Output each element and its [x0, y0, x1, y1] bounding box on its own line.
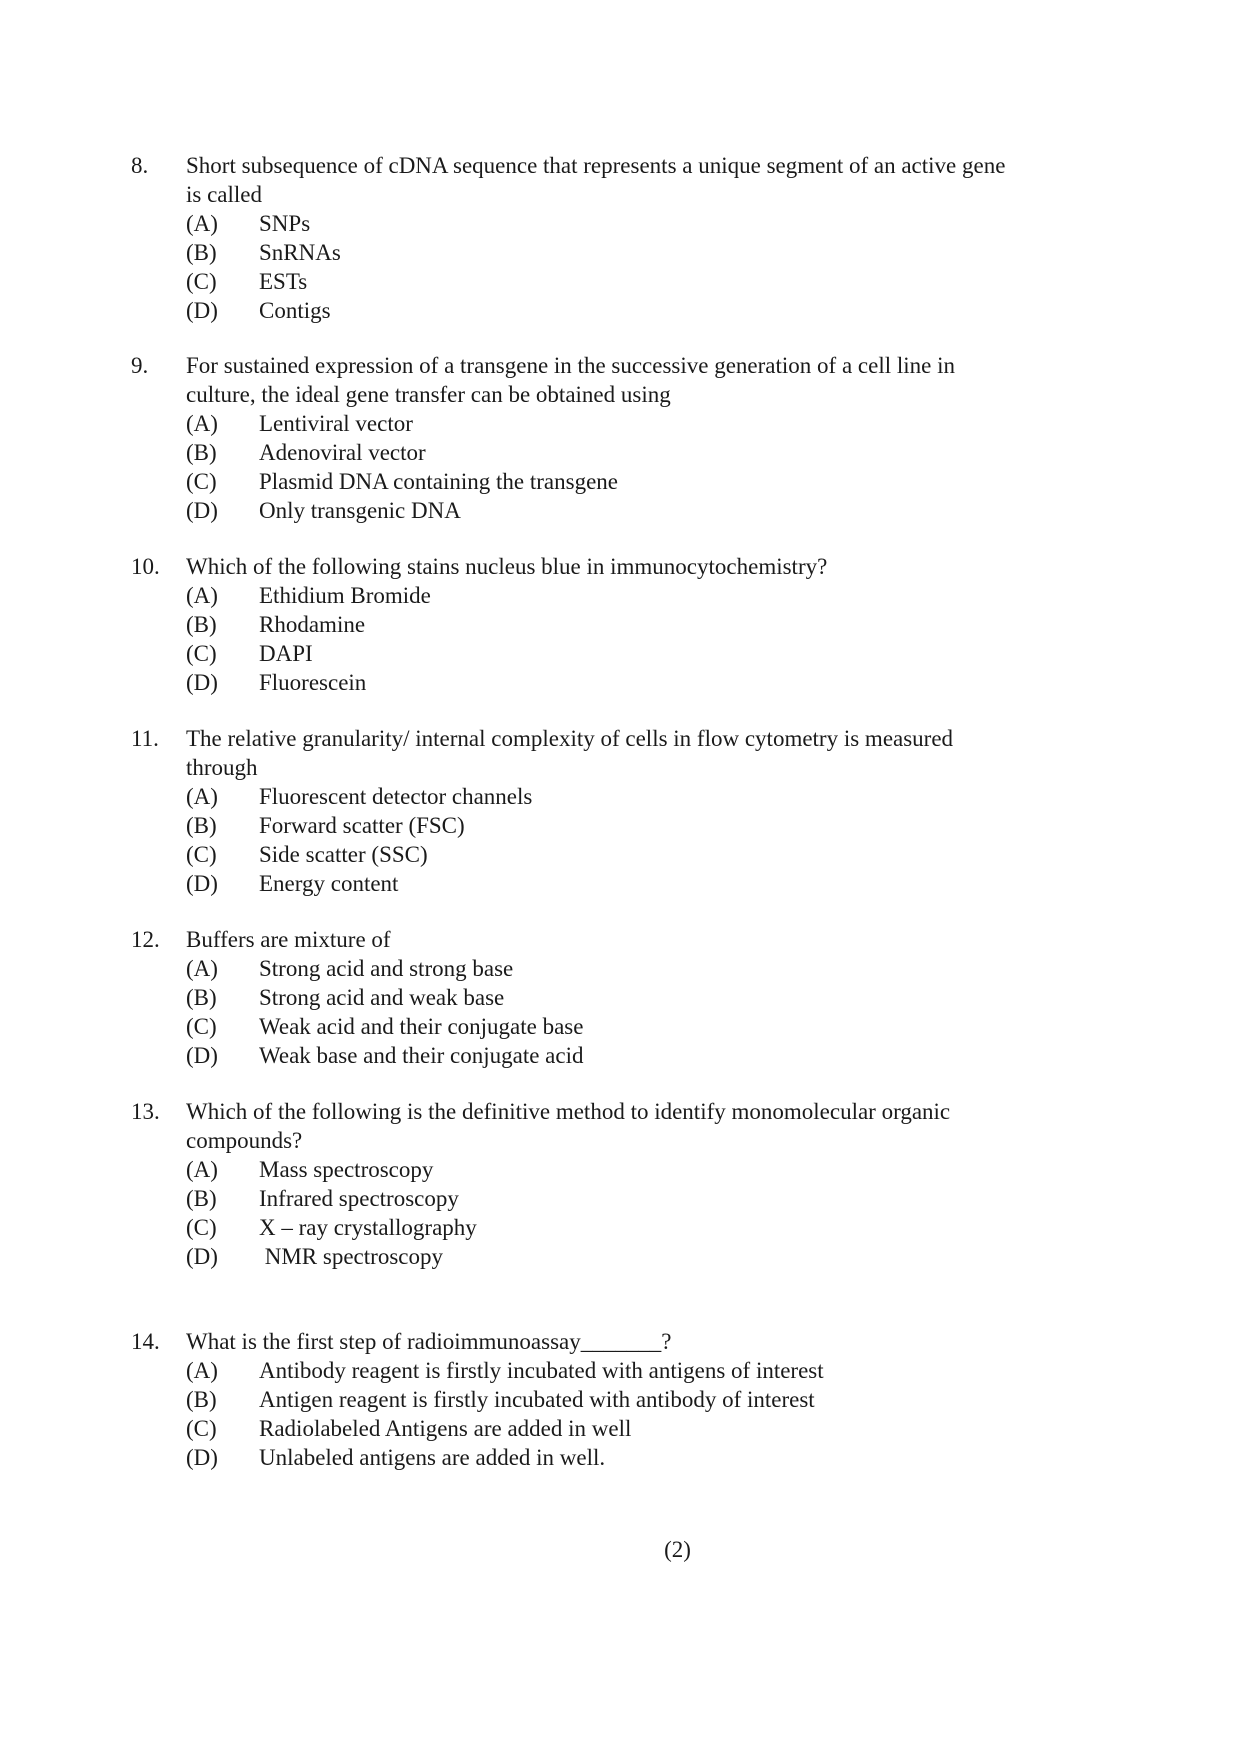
question-text-line: compounds? [186, 1128, 303, 1153]
option-d [186, 296, 1091, 325]
question-number: 14. [131, 1329, 160, 1354]
option-d [186, 1242, 1091, 1271]
option-a [186, 782, 1091, 811]
option-text: Unlabeled antigens are added in well. [259, 1445, 606, 1470]
option-letter: (C) [186, 1215, 217, 1240]
question-number: 9. [131, 353, 149, 378]
option-text: Contigs [259, 298, 331, 323]
option-text: Mass spectroscopy [259, 1157, 434, 1182]
options-list [131, 1155, 1091, 1271]
option-d [186, 668, 1091, 697]
option-a [186, 954, 1091, 983]
question-number: 8. [131, 153, 149, 178]
question-9 [131, 351, 1091, 525]
option-text: Side scatter (SSC) [259, 842, 428, 867]
option-letter: (A) [186, 956, 218, 981]
option-letter: (D) [186, 498, 218, 523]
option-text: Energy content [259, 871, 399, 896]
option-b [186, 811, 1091, 840]
option-text: Antibody reagent is firstly incubated with antigens of interest [259, 1358, 824, 1383]
option-letter: (B) [186, 813, 217, 838]
option-c [186, 1213, 1091, 1242]
question-11 [131, 724, 1091, 898]
option-text: Fluorescein [259, 670, 367, 695]
option-letter: (D) [186, 670, 218, 695]
option-text: Ethidium Bromide [259, 583, 431, 608]
options-list [131, 954, 1091, 1070]
option-text: ESTs [259, 269, 308, 294]
question-text-line: Which of the following stains nucleus blue in immunocytochemistry? [186, 554, 828, 579]
question-text-line: Short subsequence of cDNA sequence that represents a unique segment of an active gene [186, 153, 1006, 178]
option-text: Infrared spectroscopy [259, 1186, 459, 1211]
option-text: Fluorescent detector channels [259, 784, 533, 809]
question-stem [131, 1097, 1091, 1155]
option-letter: (B) [186, 612, 217, 637]
option-c [186, 1414, 1091, 1443]
option-text: Lentiviral vector [259, 411, 413, 436]
question-text-line: Which of the following is the definitive method to identify monomolecular organic [186, 1099, 951, 1124]
option-a [186, 1155, 1091, 1184]
option-letter: (C) [186, 269, 217, 294]
options-list [131, 209, 1091, 325]
option-letter: (C) [186, 842, 217, 867]
option-letter: (A) [186, 1157, 218, 1182]
option-letter: (C) [186, 1014, 217, 1039]
option-text: SNPs [259, 211, 311, 236]
question-text-line: is called [186, 182, 262, 207]
option-text: Adenoviral vector [259, 440, 426, 465]
option-text: SnRNAs [259, 240, 341, 265]
option-d [186, 1041, 1091, 1070]
option-b [186, 438, 1091, 467]
question-number: 10. [131, 554, 160, 579]
question-8 [131, 151, 1091, 325]
option-letter: (D) [186, 1244, 218, 1269]
option-text: Weak acid and their conjugate base [259, 1014, 584, 1039]
option-letter: (D) [186, 871, 218, 896]
option-text: DAPI [259, 641, 313, 666]
question-text-line: Buffers are mixture of [186, 927, 391, 952]
option-b [186, 238, 1091, 267]
question-number: 11. [131, 726, 159, 751]
option-b [186, 1385, 1091, 1414]
question-stem [131, 925, 1091, 954]
option-letter: (A) [186, 411, 218, 436]
option-letter: (B) [186, 1387, 217, 1412]
option-b [186, 983, 1091, 1012]
question-number: 12. [131, 927, 160, 952]
option-letter: (D) [186, 298, 218, 323]
option-text: Strong acid and weak base [259, 985, 505, 1010]
option-a [186, 581, 1091, 610]
option-letter: (B) [186, 440, 217, 465]
option-text: Strong acid and strong base [259, 956, 514, 981]
question-13 [131, 1097, 1091, 1271]
option-letter: (A) [186, 583, 218, 608]
option-d [186, 1443, 1091, 1472]
option-text: NMR spectroscopy [259, 1244, 443, 1269]
option-c [186, 1012, 1091, 1041]
options-list [131, 782, 1091, 898]
option-text: X – ray crystallography [259, 1215, 477, 1240]
option-letter: (A) [186, 211, 218, 236]
options-list [131, 1356, 1091, 1472]
option-text: Only transgenic DNA [259, 498, 461, 523]
page-number: (2) [664, 1537, 691, 1562]
option-b [186, 610, 1091, 639]
option-a [186, 209, 1091, 238]
question-text-line: culture, the ideal gene transfer can be obtained using [186, 382, 671, 407]
question-number: 13. [131, 1099, 160, 1124]
option-d [186, 496, 1091, 525]
question-10 [131, 552, 1091, 697]
option-letter: (C) [186, 469, 217, 494]
option-letter: (D) [186, 1445, 218, 1470]
question-text-line: What is the first step of radioimmunoassay_______? [186, 1329, 672, 1354]
option-text: Antigen reagent is firstly incubated with antibody of interest [259, 1387, 815, 1412]
options-list [131, 409, 1091, 525]
option-c [186, 639, 1091, 668]
question-12 [131, 925, 1091, 1070]
option-a [186, 409, 1091, 438]
question-stem [131, 1327, 1091, 1356]
option-d [186, 869, 1091, 898]
option-letter: (C) [186, 641, 217, 666]
option-b [186, 1184, 1091, 1213]
option-letter: (B) [186, 985, 217, 1010]
option-letter: (A) [186, 784, 218, 809]
option-letter: (B) [186, 240, 217, 265]
options-list [131, 581, 1091, 697]
option-letter: (B) [186, 1186, 217, 1211]
question-text-line: The relative granularity/ internal complexity of cells in flow cytometry is measured [186, 726, 954, 751]
question-stem [131, 552, 1091, 581]
question-text-line: through [186, 755, 258, 780]
option-text: Weak base and their conjugate acid [259, 1043, 584, 1068]
option-text: Rhodamine [259, 612, 366, 637]
option-text: Radiolabeled Antigens are added in well [259, 1416, 632, 1441]
option-c [186, 467, 1091, 496]
question-text-line: For sustained expression of a transgene in the successive generation of a cell line in [186, 353, 955, 378]
option-letter: (D) [186, 1043, 218, 1068]
option-a [186, 1356, 1091, 1385]
question-14 [131, 1327, 1091, 1472]
option-c [186, 267, 1091, 296]
question-stem [131, 724, 1091, 782]
question-stem [131, 151, 1091, 209]
question-stem [131, 351, 1091, 409]
option-letter: (C) [186, 1416, 217, 1441]
option-text: Forward scatter (FSC) [259, 813, 465, 838]
option-c [186, 840, 1091, 869]
option-letter: (A) [186, 1358, 218, 1383]
option-text: Plasmid DNA containing the transgene [259, 469, 618, 494]
